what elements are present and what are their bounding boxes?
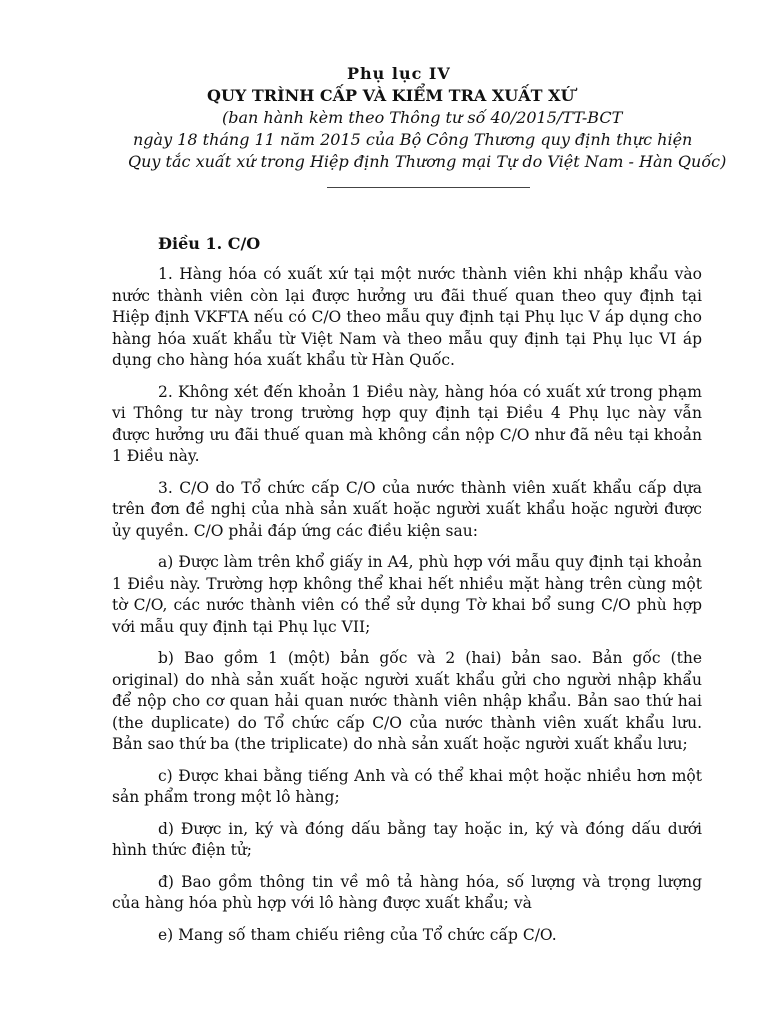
document-title: QUY TRÌNH CẤP VÀ KIỂM TRA XUẤT XỨ: [207, 86, 575, 105]
annex-label: Phụ lục IV: [347, 64, 451, 83]
document-body: [112, 234, 702, 956]
clause-e: e) Mang số tham chiếu riêng của Tổ chức cấp C/O.: [158, 925, 557, 944]
paragraph-1: 1. Hàng hóa có xuất xứ tại một nước thành viên khi nhập khẩu vào nước thành viên còn lại được hưởng ưu đãi thuế quan theo quy định tại Hiệp định VKFTA nếu có C/O theo mẫu quy định tại Phụ lục V áp dụng cho hàng hóa xuất khẩu từ Việt Nam và theo mẫu quy định tại Phụ lục VI áp dụng cho hàng hóa xuất khẩu từ Hàn Quốc.: [112, 265, 702, 369]
clause-b: b) Bao gồm 1 (một) bản gốc và 2 (hai) bản sao. Bản gốc (the original) do nhà sản xuất hoặc người xuất khẩu gửi cho người nhập khẩu để nộp cho cơ quan hải quan nước thành viên nhập khẩu. Bản sao thứ hai (the duplicate) do Tổ chức cấp C/O của nước thành viên xuất khẩu lưu. Bản sao thứ ba (the triplicate) do nhà sản xuất hoặc người xuất khẩu lưu;: [112, 649, 702, 753]
paragraph-3: 3. C/O do Tổ chức cấp C/O của nước thành viên xuất khẩu cấp dựa trên đơn đề nghị của nhà sản xuất hoặc người xuất khẩu hoặc người được ủy quyền. C/O phải đáp ứng các điều kiện sau:: [112, 478, 702, 540]
clause-c: c) Được khai bằng tiếng Anh và có thể khai một hoặc nhiều hơn một sản phẩm trong một lô hàng;: [112, 766, 702, 806]
header-divider: [327, 187, 530, 188]
clause-d: d) Được in, ký và đóng dấu bằng tay hoặc in, ký và đóng dấu dưới hình thức điện tử;: [112, 819, 702, 859]
subtitle-line-1: (ban hành kèm theo Thông tư số 40/2015/TT-BCT: [222, 108, 623, 127]
paragraph-2: 2. Không xét đến khoản 1 Điều này, hàng hóa có xuất xứ trong phạm vi Thông tư này trong trường hợp quy định tại Điều 4 Phụ lục này vẫn được hưởng ưu đãi thuế quan mà không cần nộp C/O như đã nêu tại khoản 1 Điều này.: [112, 382, 702, 465]
clause-dd: đ) Bao gồm thông tin về mô tả hàng hóa, số lượng và trọng lượng của hàng hóa phù hợp với lô hàng được xuất khẩu; và: [112, 872, 702, 912]
article-heading: Điều 1. C/O: [158, 234, 261, 253]
subtitle-line-3: Quy tắc xuất xứ trong Hiệp định Thương mại Tự do Việt Nam - Hàn Quốc): [128, 152, 727, 171]
clause-a: a) Được làm trên khổ giấy in A4, phù hợp với mẫu quy định tại khoản 1 Điều này. Trường hợp không thể khai hết nhiều mặt hàng trên cùng một tờ C/O, các nước thành viên có thể sử dụng Tờ khai bổ sung C/O phù hợp với mẫu quy định tại Phụ lục VII;: [112, 553, 702, 636]
subtitle-line-2: ngày 18 tháng 11 năm 2015 của Bộ Công Thương quy định thực hiện: [133, 130, 693, 149]
